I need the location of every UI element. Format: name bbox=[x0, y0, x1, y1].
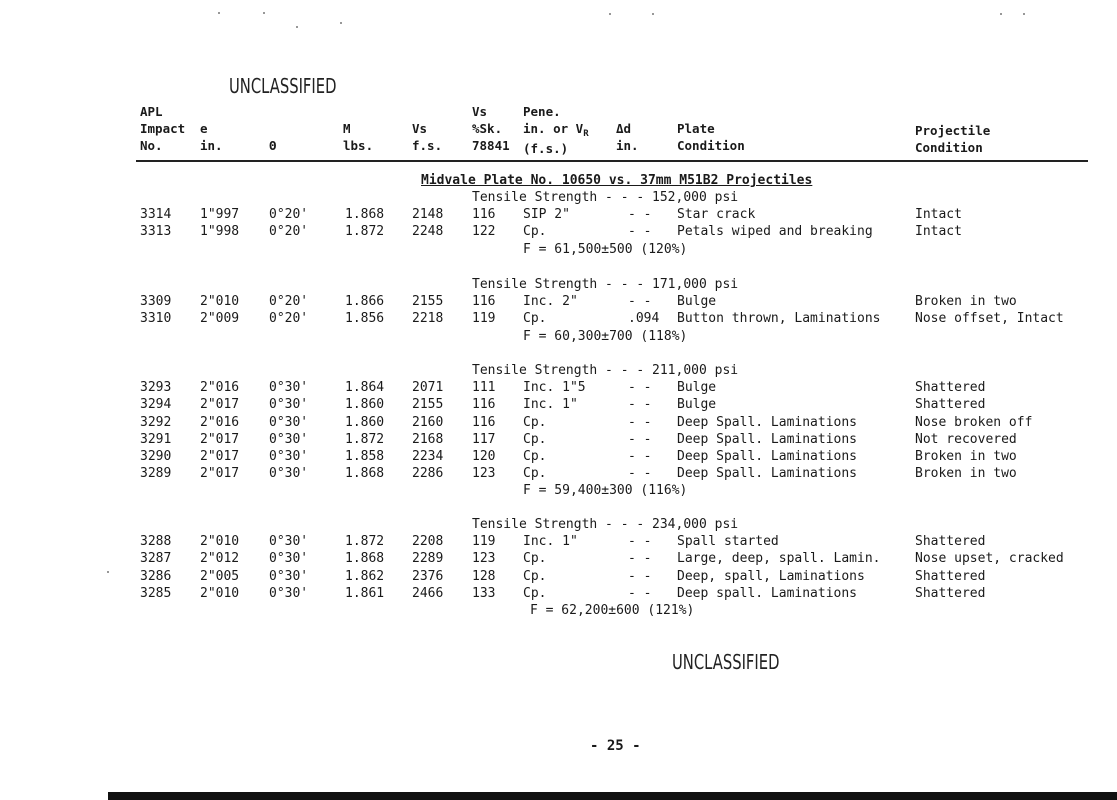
cell-dd: - - bbox=[628, 551, 652, 567]
header-theta: Θ bbox=[269, 138, 277, 153]
cell-plate: Deep spall. Laminations bbox=[677, 585, 858, 601]
cell-theta: 0°30' bbox=[269, 380, 309, 396]
classification-stamp-top: UNCLASSIFIED bbox=[229, 74, 337, 98]
cell-no: 3288 bbox=[140, 534, 172, 550]
cell-vs: 2208 bbox=[412, 534, 444, 550]
cell-no: 3286 bbox=[140, 568, 172, 584]
cell-e: 2"010 bbox=[200, 585, 240, 601]
page-number: - 25 - bbox=[590, 738, 641, 754]
cell-e: 2"017 bbox=[200, 466, 240, 482]
cell-pene: Inc. 1"5 bbox=[523, 380, 586, 396]
cell-pene: Cp. bbox=[523, 431, 547, 447]
header-vs-sk: Vs %Sk. 78841 bbox=[472, 104, 510, 153]
scan-speck bbox=[218, 12, 220, 14]
cell-plate: Deep Spall. Laminations bbox=[677, 414, 858, 430]
table-row bbox=[0, 465, 1117, 482]
cell-dd: - - bbox=[628, 380, 652, 396]
cell-theta: 0°30' bbox=[269, 466, 309, 482]
header-delta-d: Δd in. bbox=[616, 121, 639, 153]
cell-dd: - - bbox=[628, 568, 652, 584]
cell-m: 1.862 bbox=[345, 568, 385, 584]
cell-proj: Shattered bbox=[915, 534, 986, 550]
cell-e: 1"997 bbox=[200, 207, 240, 223]
cell-dd: .094 bbox=[628, 311, 660, 327]
cell-dd: - - bbox=[628, 414, 652, 430]
cell-pene: Inc. 2" bbox=[523, 294, 578, 310]
header-m: M lbs. bbox=[343, 121, 374, 153]
cell-proj: Nose upset, cracked bbox=[915, 551, 1064, 567]
cell-plate: Bulge bbox=[677, 294, 717, 310]
cell-plate: Bulge bbox=[677, 397, 717, 413]
table-row bbox=[0, 414, 1117, 431]
cell-e: 2"010 bbox=[200, 534, 240, 550]
cell-m: 1.860 bbox=[345, 397, 385, 413]
cell-no: 3294 bbox=[140, 397, 172, 413]
cell-sk: 116 bbox=[472, 397, 496, 413]
cell-dd: - - bbox=[628, 397, 652, 413]
section-title: Midvale Plate No. 10650 vs. 37mm M51B2 Projectiles bbox=[421, 173, 813, 188]
table-row bbox=[0, 585, 1117, 602]
cell-vs: 2286 bbox=[412, 466, 444, 482]
cell-vs: 2148 bbox=[412, 207, 444, 223]
classification-stamp-bottom: UNCLASSIFIED bbox=[672, 650, 780, 674]
table-row bbox=[0, 396, 1117, 413]
cell-no: 3310 bbox=[140, 311, 172, 327]
cell-plate: Deep Spall. Laminations bbox=[677, 449, 858, 464]
cell-dd: - - bbox=[628, 466, 652, 482]
cell-dd: - - bbox=[628, 431, 652, 447]
table-row bbox=[0, 448, 1117, 465]
cell-proj: Intact bbox=[915, 224, 962, 240]
cell-no: 3292 bbox=[140, 414, 172, 430]
cell-pene: Cp. bbox=[523, 449, 547, 464]
header-e: e in. bbox=[200, 121, 223, 153]
cell-e: 2"005 bbox=[200, 568, 240, 584]
cell-pene: Cp. bbox=[523, 311, 547, 327]
cell-sk: 116 bbox=[472, 294, 496, 310]
cell-no: 3293 bbox=[140, 380, 172, 396]
header-projectile-condition: Projectile Condition bbox=[915, 123, 991, 155]
cell-vs: 2168 bbox=[412, 431, 444, 447]
cell-pene: Cp. bbox=[523, 568, 547, 584]
cell-no: 3289 bbox=[140, 466, 172, 482]
f-value: F = 61,500±500 (120%) bbox=[523, 241, 688, 257]
cell-plate: Spall started bbox=[677, 534, 779, 550]
cell-e: 2"016 bbox=[200, 414, 240, 430]
cell-dd: - - bbox=[628, 207, 652, 223]
cell-pene: Cp. bbox=[523, 224, 547, 240]
cell-pene: Cp. bbox=[523, 551, 547, 567]
table-row bbox=[0, 206, 1117, 223]
cell-plate: Large, deep, spall. Lamin. bbox=[677, 551, 881, 567]
cell-no: 3290 bbox=[140, 449, 172, 464]
table-row bbox=[0, 379, 1117, 396]
header-impact: APL Impact No. bbox=[140, 104, 186, 153]
table-row bbox=[0, 310, 1117, 327]
cell-proj: Shattered bbox=[915, 585, 986, 601]
cell-plate: Deep Spall. Laminations bbox=[677, 466, 858, 482]
cell-vs: 2466 bbox=[412, 585, 444, 601]
cell-theta: 0°30' bbox=[269, 551, 309, 567]
cell-proj: Broken in two bbox=[915, 294, 1017, 310]
cell-theta: 0°30' bbox=[269, 534, 309, 550]
cell-sk: 117 bbox=[472, 431, 496, 447]
cell-no: 3287 bbox=[140, 551, 172, 567]
cell-proj: Not recovered bbox=[915, 431, 1017, 447]
cell-theta: 0°30' bbox=[269, 397, 309, 413]
cell-proj: Shattered bbox=[915, 397, 986, 413]
cell-dd: - - bbox=[628, 585, 652, 601]
header-plate-condition: Plate Condition bbox=[677, 121, 745, 153]
cell-e: 2"010 bbox=[200, 294, 240, 310]
cell-proj: Broken in two bbox=[915, 449, 1017, 464]
table-row bbox=[0, 293, 1117, 310]
cell-proj: Nose offset, Intact bbox=[915, 311, 1064, 327]
cell-proj: Broken in two bbox=[915, 466, 1017, 482]
cell-no: 3314 bbox=[140, 207, 172, 223]
cell-proj: Shattered bbox=[915, 380, 986, 396]
cell-theta: 0°20' bbox=[269, 207, 309, 223]
cell-proj: Intact bbox=[915, 207, 962, 223]
cell-e: 2"012 bbox=[200, 551, 240, 567]
cell-plate: Deep, spall, Laminations bbox=[677, 568, 865, 584]
cell-vs: 2289 bbox=[412, 551, 444, 567]
cell-pene: Cp. bbox=[523, 466, 547, 482]
cell-vs: 2155 bbox=[412, 397, 444, 413]
tensile-strength: Tensile Strength - - - 234,000 psi bbox=[472, 517, 739, 532]
cell-vs: 2376 bbox=[412, 568, 444, 584]
cell-vs: 2160 bbox=[412, 414, 444, 430]
table-row bbox=[0, 568, 1117, 585]
cell-m: 1.872 bbox=[345, 534, 385, 550]
f-value: F = 59,400±300 (116%) bbox=[523, 483, 688, 499]
scan-edge-bar bbox=[108, 792, 1117, 800]
cell-sk: 128 bbox=[472, 568, 496, 584]
cell-sk: 119 bbox=[472, 534, 496, 550]
scan-speck bbox=[340, 22, 342, 24]
cell-sk: 111 bbox=[472, 380, 496, 396]
table-row bbox=[0, 550, 1117, 567]
cell-theta: 0°20' bbox=[269, 311, 309, 327]
cell-theta: 0°30' bbox=[269, 585, 309, 601]
tensile-strength: Tensile Strength - - - 171,000 psi bbox=[472, 277, 739, 292]
scan-speck bbox=[1000, 13, 1002, 15]
scan-speck bbox=[609, 13, 611, 15]
header-pene: Pene. in. or $V_R$ (f.s.) bbox=[523, 104, 589, 156]
scan-speck bbox=[652, 13, 654, 15]
cell-m: 1.860 bbox=[345, 414, 385, 430]
cell-m: 1.868 bbox=[345, 207, 385, 223]
scan-speck bbox=[296, 26, 298, 28]
table-row bbox=[0, 223, 1117, 240]
table-row bbox=[0, 533, 1117, 550]
cell-sk: 119 bbox=[472, 311, 496, 327]
cell-vs: 2155 bbox=[412, 294, 444, 310]
cell-no: 3291 bbox=[140, 431, 172, 447]
cell-plate: Button thrown, Laminations bbox=[677, 311, 881, 327]
cell-m: 1.864 bbox=[345, 380, 385, 396]
cell-sk: 123 bbox=[472, 466, 496, 482]
cell-sk: 116 bbox=[472, 207, 496, 223]
table-row bbox=[0, 431, 1117, 448]
cell-e: 2"017 bbox=[200, 397, 240, 413]
cell-m: 1.861 bbox=[345, 585, 385, 601]
cell-theta: 0°30' bbox=[269, 431, 309, 447]
cell-no: 3309 bbox=[140, 294, 172, 310]
cell-vs: 2071 bbox=[412, 380, 444, 396]
f-value: F = 62,200±600 (121%) bbox=[530, 603, 695, 618]
cell-m: 1.868 bbox=[345, 551, 385, 567]
cell-theta: 0°20' bbox=[269, 224, 309, 240]
cell-sk: 120 bbox=[472, 449, 496, 464]
cell-vs: 2248 bbox=[412, 224, 444, 240]
cell-m: 1.872 bbox=[345, 224, 385, 240]
cell-pene: Cp. bbox=[523, 585, 547, 601]
cell-vs: 2234 bbox=[412, 449, 444, 464]
tensile-strength: Tensile Strength - - - 211,000 psi bbox=[472, 363, 739, 378]
cell-plate: Star crack bbox=[677, 207, 756, 223]
cell-proj: Nose broken off bbox=[915, 414, 1033, 430]
cell-e: 1"998 bbox=[200, 224, 240, 240]
cell-e: 2"009 bbox=[200, 311, 240, 327]
cell-m: 1.866 bbox=[345, 294, 385, 310]
tensile-strength: Tensile Strength - - - 152,000 psi bbox=[472, 190, 739, 205]
header-vs: Vs f.s. bbox=[412, 121, 443, 153]
scan-speck bbox=[1023, 13, 1025, 15]
cell-m: 1.872 bbox=[345, 431, 385, 447]
cell-m: 1.856 bbox=[345, 311, 385, 327]
cell-proj: Shattered bbox=[915, 568, 986, 584]
cell-dd: - - bbox=[628, 449, 652, 464]
cell-pene: Inc. 1" bbox=[523, 397, 578, 413]
cell-m: 1.858 bbox=[345, 449, 385, 464]
cell-sk: 133 bbox=[472, 585, 496, 601]
cell-theta: 0°30' bbox=[269, 568, 309, 584]
cell-no: 3313 bbox=[140, 224, 172, 240]
cell-sk: 122 bbox=[472, 224, 496, 240]
scan-speck bbox=[263, 12, 265, 14]
cell-plate: Deep Spall. Laminations bbox=[677, 431, 858, 447]
cell-e: 2"016 bbox=[200, 380, 240, 396]
cell-dd: - - bbox=[628, 224, 652, 240]
cell-plate: Petals wiped and breaking bbox=[677, 224, 873, 240]
cell-plate: Bulge bbox=[677, 380, 717, 396]
cell-theta: 0°30' bbox=[269, 449, 309, 464]
f-value: F = 60,300±700 (118%) bbox=[523, 328, 688, 344]
cell-vs: 2218 bbox=[412, 311, 444, 327]
cell-pene: Cp. bbox=[523, 414, 547, 430]
cell-pene: Inc. 1" bbox=[523, 534, 578, 550]
cell-pene: SIP 2" bbox=[523, 207, 570, 223]
cell-theta: 0°20' bbox=[269, 294, 309, 310]
cell-dd: - - bbox=[628, 534, 652, 550]
cell-e: 2"017 bbox=[200, 449, 240, 464]
cell-sk: 116 bbox=[472, 414, 496, 430]
header-rule bbox=[136, 160, 1088, 162]
cell-no: 3285 bbox=[140, 585, 172, 601]
cell-m: 1.868 bbox=[345, 466, 385, 482]
cell-dd: - - bbox=[628, 294, 652, 310]
cell-sk: 123 bbox=[472, 551, 496, 567]
cell-e: 2"017 bbox=[200, 431, 240, 447]
cell-theta: 0°30' bbox=[269, 414, 309, 430]
